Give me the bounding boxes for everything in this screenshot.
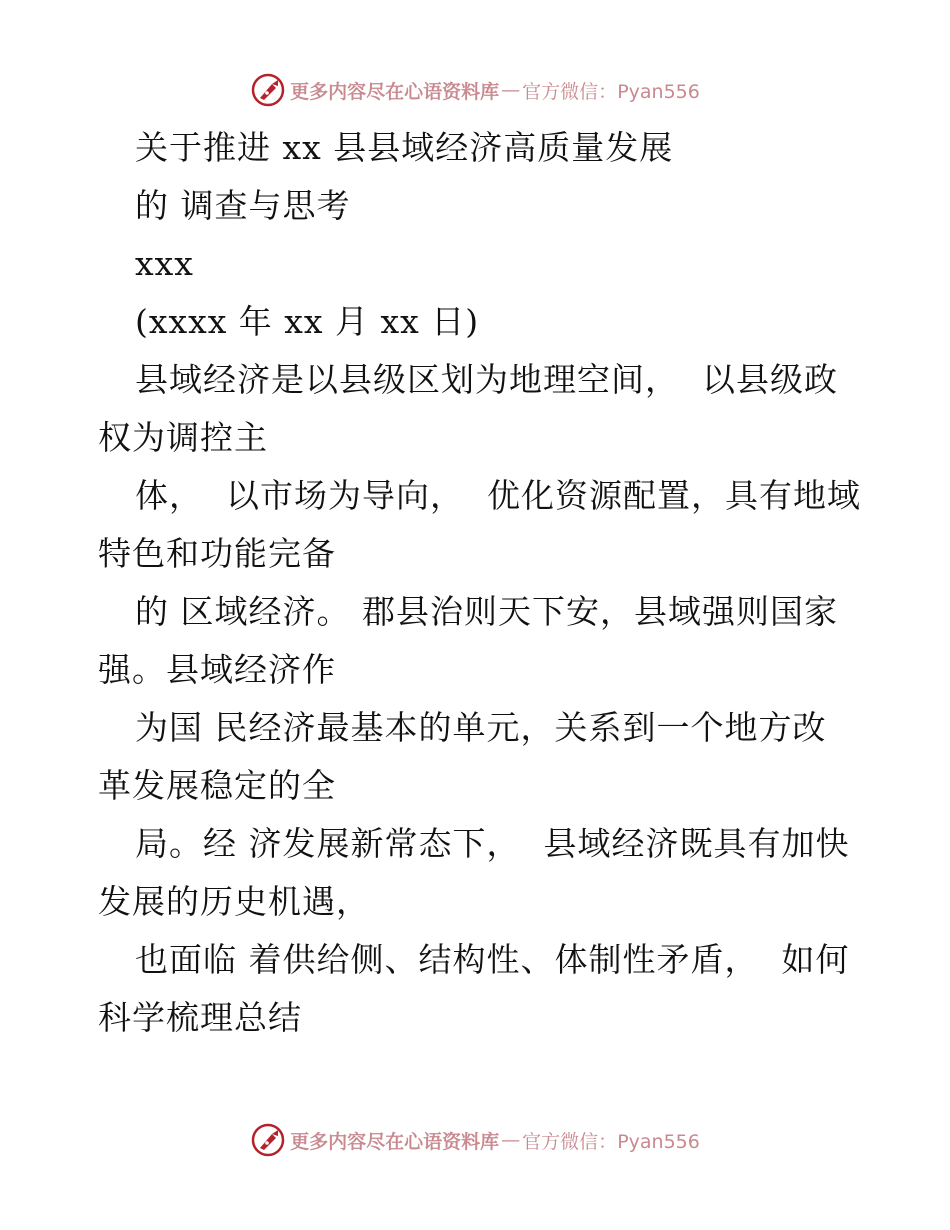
body-line: 也面临 着供给侧、结构性、体制性矛盾， 如何 xyxy=(135,940,850,979)
body-line: 权为调控主 xyxy=(98,418,268,457)
document-date: (xxxx 年 xx 月 xx 日) xyxy=(135,302,480,341)
header-watermark-banner xyxy=(0,70,950,110)
banner-separator: — xyxy=(501,1129,521,1151)
banner-wechat-prefix: 官方微信： xyxy=(522,80,618,103)
body-line: 特色和功能完备 xyxy=(98,534,336,573)
banner-separator: — xyxy=(501,79,521,101)
body-line: 为国 民经济最基本的单元，关系到一个地方改 xyxy=(135,708,827,747)
banner-slogan: 更多内容尽在心语资料库 xyxy=(290,1130,500,1153)
banner-slogan: 更多内容尽在心语资料库 xyxy=(290,80,500,103)
banner-wechat-prefix: 官方微信： xyxy=(522,1130,618,1153)
body-line: 科学梳理总结 xyxy=(98,998,302,1037)
body-line: 体， 以市场为导向， 优化资源配置，具有地域 xyxy=(135,476,861,515)
banner-wechat-id: Pyan556 xyxy=(617,80,700,103)
document-title-line-1: 关于推进 xx 县县域经济高质量发展 xyxy=(135,128,674,167)
body-line: 革发展稳定的全 xyxy=(98,766,336,805)
pen-nib-logo-icon xyxy=(250,72,286,108)
document-title-line-2: 的 调查与思考 xyxy=(135,186,351,225)
body-line: 强。县域经济作 xyxy=(98,650,336,689)
body-line: 发展的历史机遇， xyxy=(98,882,370,921)
pen-nib-logo-icon xyxy=(250,1122,286,1158)
body-line: 的 区域经济。 郡县治则天下安，县域强则国家 xyxy=(135,592,838,631)
body-line: 县域经济是以县级区划为地理空间， 以县级政 xyxy=(135,360,838,399)
document-author: xxx xyxy=(135,244,194,283)
footer-watermark-banner xyxy=(0,1120,950,1160)
banner-wechat xyxy=(522,77,700,104)
banner-wechat-id: Pyan556 xyxy=(617,1130,700,1153)
banner-wechat xyxy=(522,1127,700,1154)
body-line: 局。经 济发展新常态下， 县域经济既具有加快 xyxy=(135,824,850,863)
